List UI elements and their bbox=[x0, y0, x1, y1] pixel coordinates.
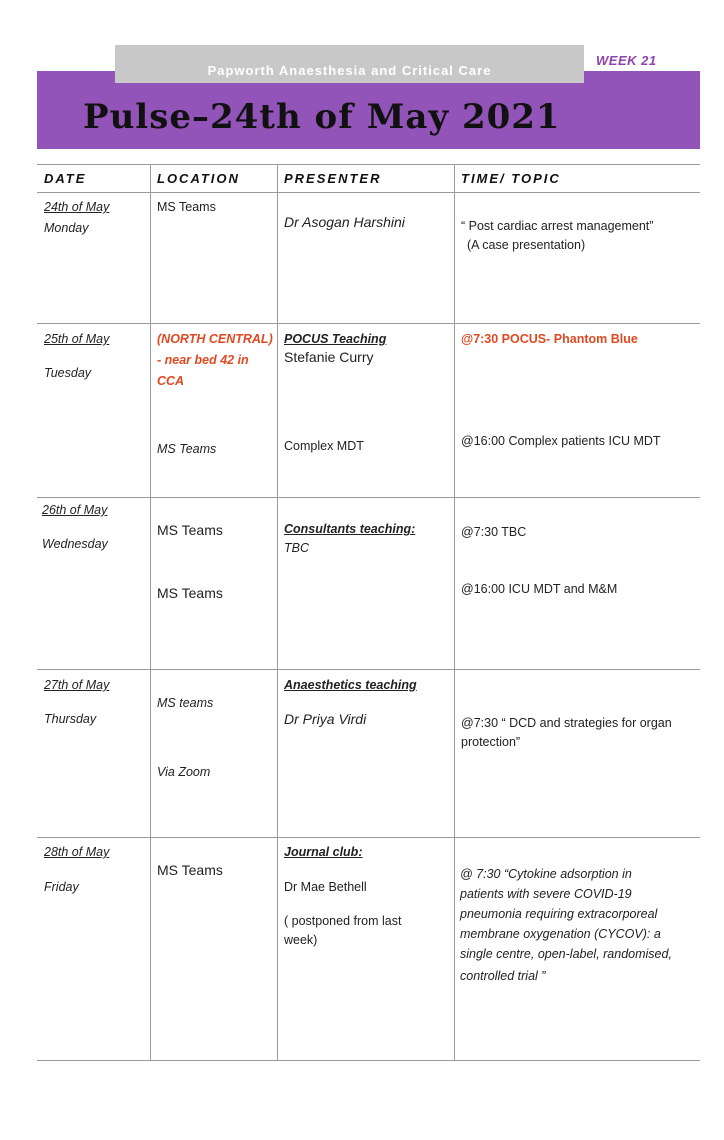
topic-line: patients with severe COVID-19 bbox=[460, 887, 632, 901]
date-cell: 27th of May bbox=[44, 678, 110, 692]
presenter-cell: week) bbox=[284, 933, 318, 947]
presenter-heading: Anaesthetics teaching bbox=[284, 678, 417, 692]
presenter-heading: Consultants teaching: bbox=[284, 522, 416, 536]
column-header-date: DATE bbox=[44, 171, 87, 186]
topic-line: (A case presentation) bbox=[467, 238, 586, 252]
topic-line: “ Post cardiac arrest management” bbox=[461, 219, 654, 233]
location-highlight: - near bed 42 in bbox=[157, 353, 249, 367]
page-title: Pulse–24th of May 2021 bbox=[83, 97, 561, 137]
presenter-cell: Complex MDT bbox=[284, 439, 364, 453]
column-divider bbox=[150, 164, 151, 1061]
date-cell: 28th of May bbox=[44, 845, 110, 859]
day-cell: Thursday bbox=[44, 712, 97, 726]
topic-line: protection” bbox=[461, 735, 521, 749]
presenter-cell: Dr Asogan Harshini bbox=[284, 214, 405, 230]
topic-line: controlled trial ” bbox=[460, 969, 546, 983]
date-cell: 24th of May bbox=[44, 200, 110, 214]
header-divider bbox=[37, 192, 700, 193]
location-cell: MS Teams bbox=[157, 585, 223, 601]
presenter-cell: Dr Priya Virdi bbox=[284, 711, 367, 727]
column-divider bbox=[277, 164, 278, 1061]
week-label: WEEK 21 bbox=[596, 53, 657, 68]
presenter-heading: Journal club: bbox=[284, 845, 363, 859]
table-top-border bbox=[37, 164, 700, 165]
location-cell: MS Teams bbox=[157, 442, 217, 456]
date-cell: 25th of May bbox=[44, 332, 110, 346]
column-divider bbox=[454, 164, 455, 1061]
presenter-cell: TBC bbox=[284, 541, 309, 555]
location-cell: MS teams bbox=[157, 696, 214, 710]
row-divider bbox=[37, 497, 700, 498]
location-highlight: (NORTH CENTRAL) bbox=[157, 332, 273, 346]
presenter-cell: ( postponed from last bbox=[284, 914, 402, 928]
presenter-heading: POCUS Teaching bbox=[284, 332, 387, 346]
location-highlight: CCA bbox=[157, 374, 185, 388]
column-header-location: LOCATION bbox=[157, 171, 240, 186]
topic-line: pneumonia requiring extracorporeal bbox=[460, 907, 658, 921]
location-cell: MS Teams bbox=[157, 862, 223, 878]
topic-highlight: @7:30 POCUS- Phantom Blue bbox=[461, 332, 638, 346]
column-header-presenter: PRESENTER bbox=[284, 171, 382, 186]
presenter-cell: Stefanie Curry bbox=[284, 349, 374, 365]
topic-line: @16:00 ICU MDT and M&M bbox=[461, 582, 618, 596]
day-cell: Wednesday bbox=[42, 537, 108, 551]
presenter-cell: Dr Mae Bethell bbox=[284, 880, 367, 894]
location-cell: Via Zoom bbox=[157, 765, 211, 779]
topic-line: membrane oxygenation (CYCOV): a bbox=[460, 927, 661, 941]
day-cell: Monday bbox=[44, 221, 89, 235]
organisation-name: Papworth Anaesthesia and Critical Care bbox=[207, 63, 492, 78]
row-divider bbox=[37, 837, 700, 838]
organisation-banner bbox=[115, 45, 584, 83]
topic-line: single centre, open-label, randomised, bbox=[460, 947, 672, 961]
row-divider bbox=[37, 669, 700, 670]
location-cell: MS Teams bbox=[157, 200, 216, 214]
topic-line: @ 7:30 “Cytokine adsorption in bbox=[460, 867, 632, 881]
row-divider bbox=[37, 323, 700, 324]
date-cell: 26th of May bbox=[42, 503, 108, 517]
location-cell: MS Teams bbox=[157, 522, 223, 538]
table-bottom-border bbox=[37, 1060, 700, 1061]
day-cell: Tuesday bbox=[44, 366, 92, 380]
day-cell: Friday bbox=[44, 880, 79, 894]
column-header-time-topic: TIME/ TOPIC bbox=[461, 171, 561, 186]
topic-line: @7:30 TBC bbox=[461, 525, 527, 539]
topic-line: @7:30 “ DCD and strategies for organ bbox=[461, 716, 672, 730]
topic-line: @16:00 Complex patients ICU MDT bbox=[461, 434, 661, 448]
